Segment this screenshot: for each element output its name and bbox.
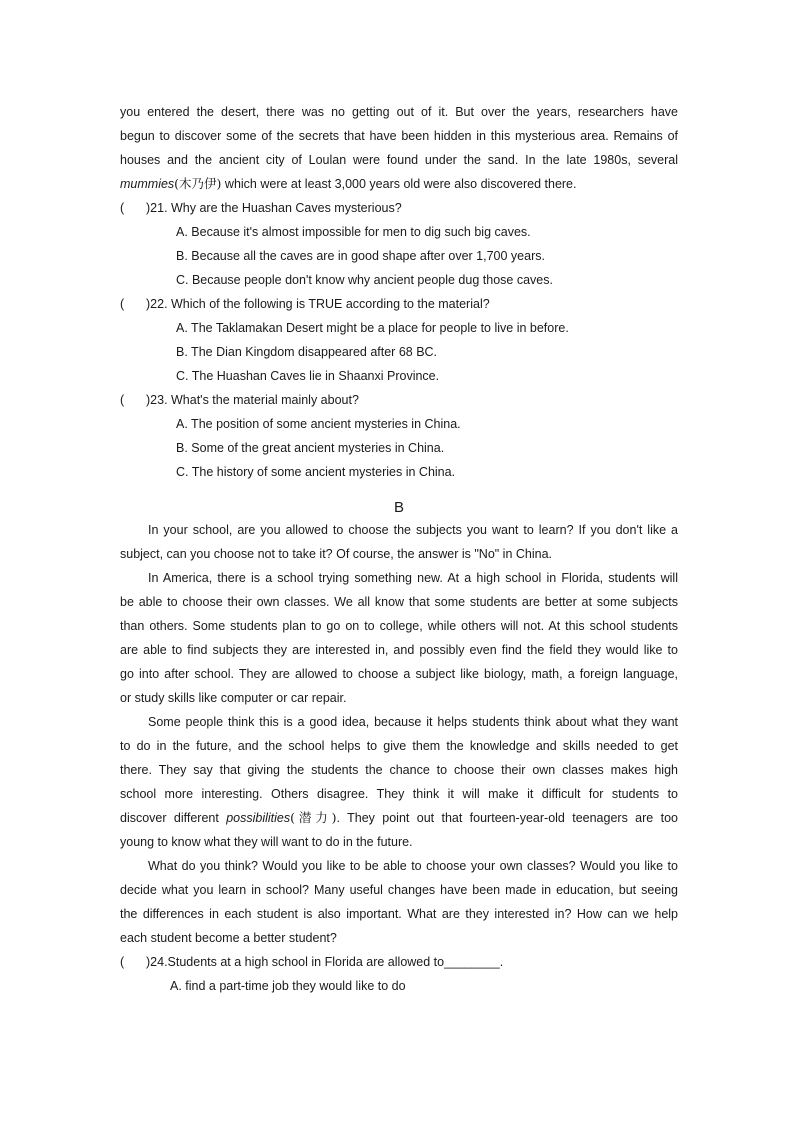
- paragraph-line: there. They say that giving the students the chance to choose their own classes makes high: [120, 763, 678, 777]
- paragraph-line: or study skills like computer or car repair.: [120, 691, 347, 705]
- passage-line-rest: which were at least 3,000 years old were also discovered there.: [221, 177, 577, 191]
- possibilities-gloss: (潜力): [290, 810, 337, 825]
- option-a: A. The position of some ancient mysteries in China.: [176, 417, 461, 431]
- answer-bracket[interactable]: (: [120, 393, 125, 407]
- question-21: [120, 196, 678, 292]
- passage-line: begun to discover some of the secrets that have been hidden in this mysterious area. Remains of: [120, 129, 678, 143]
- paragraph-line: decide what you learn in school? Many useful changes have been made in education, but seeing: [120, 883, 678, 897]
- paragraph-line: young to know what they will want to do in the future.: [120, 835, 413, 849]
- passage-line: you entered the desert, there was no getting out of it. But over the years, researchers have: [120, 105, 678, 119]
- answer-bracket[interactable]: (: [120, 955, 125, 969]
- option-b: B. Because all the caves are in good shape after over 1,700 years.: [176, 249, 545, 263]
- passage-line: [120, 172, 678, 196]
- paragraph-4: [120, 854, 678, 950]
- paragraph-3: [120, 710, 678, 854]
- question-23: [120, 388, 678, 484]
- mummies-gloss: (木乃伊): [174, 176, 222, 191]
- option-c: C. Because people don't know why ancient people dug those caves.: [176, 273, 553, 287]
- mummies-word: mummies: [120, 177, 175, 191]
- question-stem: [120, 292, 678, 316]
- question-text: )22. Which of the following is TRUE according to the material?: [146, 297, 490, 311]
- option-b: B. Some of the great ancient mysteries in China.: [176, 441, 445, 455]
- answer-bracket[interactable]: (: [120, 201, 125, 215]
- paragraph-line: go into after school. They are allowed to choose a subject like biology, math, a foreign language,: [120, 667, 678, 681]
- option-a: A. find a part-time job they would like to do: [170, 979, 406, 993]
- question-stem: [120, 950, 678, 974]
- possibilities-word: possibilities: [226, 811, 291, 825]
- question-stem: [120, 388, 678, 412]
- document-content: [120, 100, 678, 998]
- paragraph-line: school more interesting. Others disagree. They think it will make it difficult for students to: [120, 787, 678, 801]
- paragraph-line: than others. Some students plan to go on to college, while others will not. At this school students: [120, 619, 678, 633]
- paragraph-line: each student become a better student?: [120, 931, 337, 945]
- paragraph-line: Some people think this is a good idea, because it helps students think about what they want: [148, 715, 678, 729]
- paragraph-line: be able to choose their own classes. We all know that some students are better at some subjects: [120, 595, 678, 609]
- paragraph-1: [120, 518, 678, 566]
- question-text: )23. What's the material mainly about?: [146, 393, 359, 407]
- passage-line: houses and the ancient city of Loulan were found under the sand. In the late 1980s, several: [120, 153, 678, 167]
- question-text: )21. Why are the Huashan Caves mysterious?: [146, 201, 402, 215]
- question-24: [120, 950, 678, 998]
- line-rest: . They point out that fourteen-year-old teenagers are too: [336, 811, 678, 825]
- question-22: [120, 292, 678, 388]
- option-c: C. The Huashan Caves lie in Shaanxi Province.: [176, 369, 440, 383]
- paragraph-line: What do you think? Would you like to be able to choose your own classes? Would you like to: [148, 859, 678, 873]
- question-text: )24.Students at a high school in Florida are allowed to________.: [146, 955, 504, 969]
- answer-bracket[interactable]: (: [120, 297, 125, 311]
- option-c: C. The history of some ancient mysteries in China.: [176, 465, 456, 479]
- paragraph-line: the differences in each student is also important. What are they interested in? How can we help: [120, 907, 678, 921]
- question-stem: [120, 196, 678, 220]
- paragraph-line: are able to find subjects they are interested in, and possibly even find the field they would like to: [120, 643, 678, 657]
- paragraph-line: [120, 806, 678, 830]
- line-prefix: discover different: [120, 811, 227, 825]
- paragraph-line: to do in the future, and the school helps to give them the knowledge and skills needed to get: [120, 739, 678, 753]
- paragraph-line: subject, can you choose not to take it? Of course, the answer is "No" in China.: [120, 547, 553, 561]
- section-b-heading: B: [393, 499, 404, 516]
- option-a: A. Because it's almost impossible for men to dig such big caves.: [176, 225, 531, 239]
- option-b: B. The Dian Kingdom disappeared after 68 BC.: [176, 345, 438, 359]
- paragraph-line: In your school, are you allowed to choose the subjects you want to learn? If you don't like a: [148, 523, 678, 537]
- paragraph-line: In America, there is a school trying something new. At a high school in Florida, students will: [148, 571, 678, 585]
- paragraph-2: [120, 566, 678, 710]
- option-a: A. The Taklamakan Desert might be a place for people to live in before.: [176, 321, 569, 335]
- passage-a: [120, 100, 678, 196]
